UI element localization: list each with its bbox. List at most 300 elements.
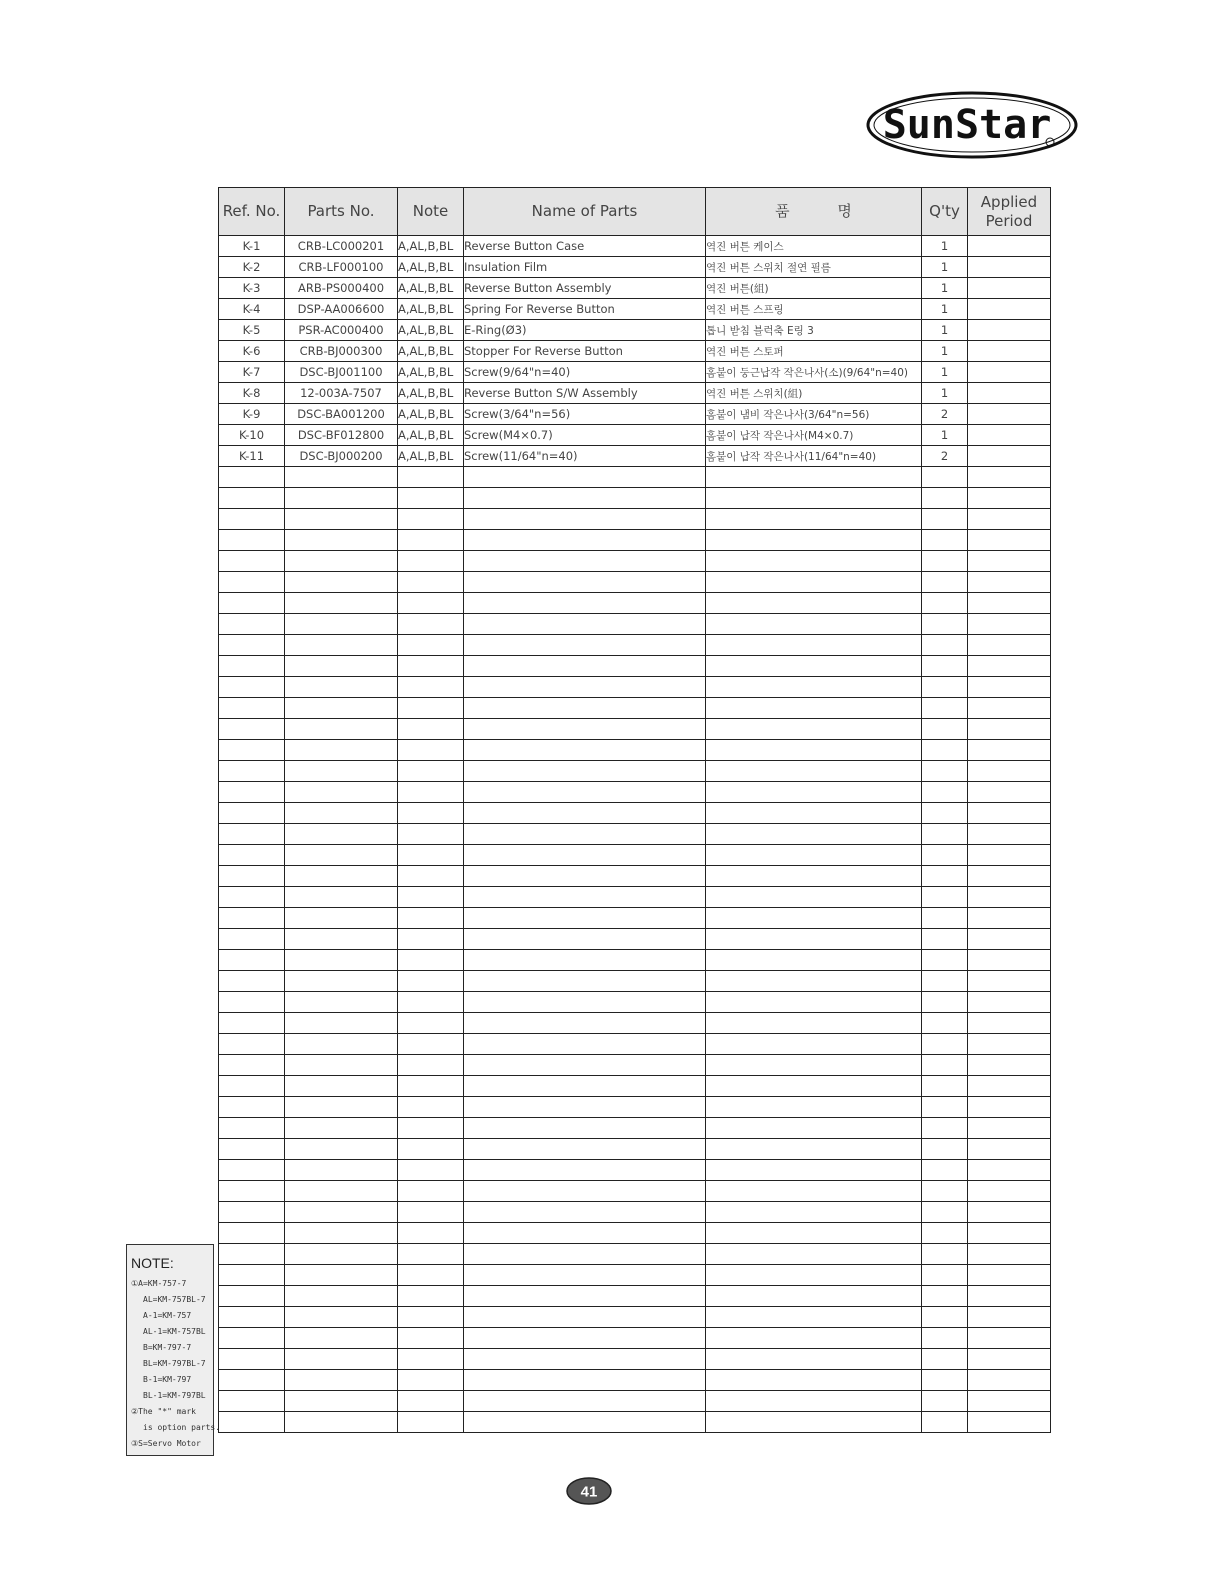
cell-kor [706,509,922,530]
cell-ref: K-3 [219,278,285,299]
cell-name: Reverse Button Case [464,236,706,257]
cell-parts-no [285,845,398,866]
cell-note [398,761,464,782]
cell-applied [968,278,1051,299]
cell-parts-no [285,614,398,635]
cell-applied [968,950,1051,971]
cell-parts-no [285,887,398,908]
cell-applied [968,656,1051,677]
cell-qty [922,866,968,887]
cell-ref [219,1139,285,1160]
cell-parts-no [285,1265,398,1286]
cell-kor [706,887,922,908]
cell-kor: 역진 버튼 스위치(組) [706,383,922,404]
cell-name [464,572,706,593]
table-header-row [219,188,1051,236]
table-row [219,257,1051,278]
cell-kor: 역진 버튼 스위치 절연 필름 [706,257,922,278]
note-line: ①A=KM-757-7 [131,1279,187,1288]
note-line: ②The "*" mark [131,1407,196,1416]
cell-note [398,1286,464,1307]
table-row [219,1223,1051,1244]
cell-qty [922,719,968,740]
cell-ref [219,971,285,992]
cell-qty [922,1181,968,1202]
cell-ref [219,1034,285,1055]
cell-parts-no [285,509,398,530]
cell-ref [219,614,285,635]
cell-qty [922,1265,968,1286]
cell-note [398,929,464,950]
table-row [219,467,1051,488]
cell-name: Screw(9/64"n=40) [464,362,706,383]
cell-qty: 1 [922,383,968,404]
page-number: 41 [580,1483,598,1501]
table-row [219,488,1051,509]
cell-applied [968,908,1051,929]
cell-kor [706,782,922,803]
cell-qty [922,803,968,824]
cell-qty [922,614,968,635]
cell-parts-no [285,1412,398,1433]
cell-parts-no [285,719,398,740]
cell-qty: 1 [922,320,968,341]
cell-kor: 홈붙이 둥근납작 작은나사(소)(9/64"n=40) [706,362,922,383]
cell-applied [968,362,1051,383]
cell-note [398,1181,464,1202]
cell-note [398,593,464,614]
cell-ref: K-6 [219,341,285,362]
cell-applied [968,614,1051,635]
cell-ref [219,1097,285,1118]
cell-qty [922,1223,968,1244]
cell-parts-no: DSP-AA006600 [285,299,398,320]
cell-applied [968,719,1051,740]
cell-ref: K-10 [219,425,285,446]
cell-kor: 홈붙이 냄비 작은나사(3/64"n=56) [706,404,922,425]
cell-applied [968,929,1051,950]
cell-kor: 홈붙이 납작 작은나사(M4×0.7) [706,425,922,446]
table-row [219,1013,1051,1034]
cell-applied [968,425,1051,446]
cell-note [398,866,464,887]
cell-qty [922,1370,968,1391]
cell-note [398,1013,464,1034]
table-row [219,383,1051,404]
cell-applied [968,551,1051,572]
cell-qty [922,1055,968,1076]
cell-note [398,1328,464,1349]
cell-name: E-Ring(Ø3) [464,320,706,341]
table-row [219,1391,1051,1412]
table-row [219,530,1051,551]
cell-parts-no: DSC-BJ000200 [285,446,398,467]
table-row [219,278,1051,299]
cell-name [464,509,706,530]
cell-note [398,719,464,740]
cell-kor: 역진 버튼(組) [706,278,922,299]
cell-note [398,1118,464,1139]
cell-parts-no [285,1118,398,1139]
cell-parts-no [285,1034,398,1055]
cell-note [398,656,464,677]
cell-qty [922,1139,968,1160]
cell-ref [219,1202,285,1223]
table-row [219,1202,1051,1223]
table-row [219,236,1051,257]
cell-parts-no [285,698,398,719]
cell-name [464,950,706,971]
cell-name [464,719,706,740]
cell-name [464,593,706,614]
cell-kor [706,1160,922,1181]
cell-note: A,AL,B,BL [398,362,464,383]
cell-parts-no [285,1328,398,1349]
table-row [219,299,1051,320]
table-row [219,887,1051,908]
cell-kor [706,803,922,824]
cell-parts-no: PSR-AC000400 [285,320,398,341]
cell-applied [968,1202,1051,1223]
cell-parts-no [285,1370,398,1391]
table-row [219,1349,1051,1370]
cell-applied [968,509,1051,530]
cell-kor [706,1391,922,1412]
cell-qty [922,467,968,488]
cell-parts-no [285,1139,398,1160]
cell-note: A,AL,B,BL [398,278,464,299]
note-line: is option parts. [143,1423,221,1432]
cell-ref [219,1328,285,1349]
cell-applied [968,971,1051,992]
cell-qty: 2 [922,446,968,467]
cell-kor: 톱니 받침 블럭축 E링 3 [706,320,922,341]
cell-name: Screw(M4×0.7) [464,425,706,446]
table-row [219,320,1051,341]
cell-name [464,488,706,509]
cell-qty [922,509,968,530]
cell-kor [706,698,922,719]
cell-applied [968,530,1051,551]
cell-qty [922,1286,968,1307]
cell-note [398,782,464,803]
cell-note [398,614,464,635]
table-row [219,719,1051,740]
cell-note [398,1097,464,1118]
cell-name [464,740,706,761]
cell-note [398,1412,464,1433]
cell-name [464,761,706,782]
cell-ref: K-11 [219,446,285,467]
cell-name [464,1118,706,1139]
cell-ref [219,1076,285,1097]
cell-kor [706,1181,922,1202]
cell-qty: 1 [922,257,968,278]
cell-name [464,1307,706,1328]
table-row [219,740,1051,761]
cell-kor [706,1223,922,1244]
cell-ref [219,656,285,677]
cell-applied [968,740,1051,761]
cell-kor [706,1244,922,1265]
cell-note [398,488,464,509]
table-row [219,1055,1051,1076]
cell-ref: K-1 [219,236,285,257]
cell-note: A,AL,B,BL [398,236,464,257]
cell-note [398,1076,464,1097]
table-row [219,1118,1051,1139]
cell-name [464,866,706,887]
table-row [219,929,1051,950]
cell-parts-no: CRB-BJ000300 [285,341,398,362]
cell-applied [968,320,1051,341]
cell-applied [968,467,1051,488]
cell-applied [968,593,1051,614]
table-row [219,1076,1051,1097]
cell-kor [706,488,922,509]
cell-kor [706,593,922,614]
table-row [219,761,1051,782]
cell-note [398,1223,464,1244]
cell-ref [219,1265,285,1286]
cell-kor [706,1055,922,1076]
table-row [219,992,1051,1013]
cell-note: A,AL,B,BL [398,320,464,341]
table-row [219,950,1051,971]
cell-ref [219,782,285,803]
cell-name [464,1013,706,1034]
cell-name [464,908,706,929]
cell-applied [968,1139,1051,1160]
table-row [219,1370,1051,1391]
cell-applied [968,1181,1051,1202]
header-parts-no: Parts No. [285,188,398,236]
cell-ref [219,1244,285,1265]
cell-kor [706,530,922,551]
table-row [219,404,1051,425]
header-applied-period: Applied Period [968,188,1051,236]
note-line: BL-1=KM-797BL [143,1391,206,1400]
cell-applied [968,341,1051,362]
cell-ref [219,1160,285,1181]
note-line: B=KM-797-7 [143,1343,192,1352]
cell-kor [706,908,922,929]
cell-name [464,551,706,572]
cell-name: Insulation Film [464,257,706,278]
cell-kor [706,761,922,782]
cell-parts-no [285,1307,398,1328]
cell-qty [922,887,968,908]
cell-note [398,1055,464,1076]
cell-qty [922,635,968,656]
cell-qty [922,1412,968,1433]
cell-parts-no: ARB-PS000400 [285,278,398,299]
cell-note [398,1160,464,1181]
cell-qty [922,740,968,761]
cell-qty [922,593,968,614]
note-line: B-1=KM-797 [143,1375,192,1384]
cell-qty [922,530,968,551]
cell-note [398,1370,464,1391]
cell-kor [706,1139,922,1160]
cell-qty [922,1244,968,1265]
cell-name [464,1412,706,1433]
cell-note: A,AL,B,BL [398,446,464,467]
cell-applied [968,1412,1051,1433]
cell-qty [922,1307,968,1328]
cell-ref: K-8 [219,383,285,404]
cell-parts-no [285,656,398,677]
cell-ref [219,1286,285,1307]
cell-qty [922,950,968,971]
cell-qty: 1 [922,362,968,383]
cell-ref [219,1118,285,1139]
cell-note [398,824,464,845]
cell-ref [219,1181,285,1202]
cell-ref [219,1013,285,1034]
cell-note [398,698,464,719]
cell-note [398,635,464,656]
cell-note [398,1391,464,1412]
cell-kor [706,971,922,992]
cell-name [464,635,706,656]
cell-name [464,1286,706,1307]
table-row [219,1286,1051,1307]
cell-parts-no [285,740,398,761]
cell-name [464,614,706,635]
header-ref-no: Ref. No. [219,188,285,236]
cell-parts-no [285,761,398,782]
cell-ref [219,509,285,530]
cell-parts-no [285,950,398,971]
cell-parts-no [285,572,398,593]
cell-kor [706,1097,922,1118]
cell-parts-no [285,677,398,698]
cell-kor [706,1265,922,1286]
cell-applied [968,992,1051,1013]
cell-ref [219,803,285,824]
note-line: A-1=KM-757 [143,1311,192,1320]
cell-qty [922,824,968,845]
cell-ref [219,1412,285,1433]
cell-qty [922,1013,968,1034]
cell-note [398,1307,464,1328]
cell-applied [968,866,1051,887]
cell-ref [219,992,285,1013]
cell-note [398,803,464,824]
cell-parts-no: DSC-BF012800 [285,425,398,446]
cell-ref [219,1391,285,1412]
table-row [219,1160,1051,1181]
table-body [219,236,1051,1433]
cell-qty [922,1328,968,1349]
cell-name [464,824,706,845]
cell-parts-no [285,929,398,950]
cell-kor [706,1076,922,1097]
cell-qty [922,761,968,782]
cell-ref: K-2 [219,257,285,278]
cell-ref [219,1223,285,1244]
table-row [219,677,1051,698]
cell-ref [219,740,285,761]
table-row [219,509,1051,530]
table-row [219,362,1051,383]
cell-applied [968,1370,1051,1391]
header-note: Note [398,188,464,236]
cell-kor [706,1202,922,1223]
cell-note: A,AL,B,BL [398,404,464,425]
table-row [219,698,1051,719]
cell-note [398,971,464,992]
cell-name [464,1328,706,1349]
cell-ref [219,908,285,929]
cell-applied [968,761,1051,782]
cell-name [464,929,706,950]
cell-parts-no [285,1076,398,1097]
cell-parts-no [285,530,398,551]
table-row [219,1307,1051,1328]
sunstar-logo [866,90,1078,160]
cell-qty [922,1202,968,1223]
cell-kor [706,845,922,866]
cell-qty: 1 [922,341,968,362]
cell-qty [922,1118,968,1139]
table-row [219,635,1051,656]
cell-note [398,1265,464,1286]
cell-qty: 1 [922,425,968,446]
cell-applied [968,1244,1051,1265]
table-row [219,572,1051,593]
cell-qty [922,845,968,866]
cell-ref [219,467,285,488]
cell-applied [968,1223,1051,1244]
cell-ref [219,950,285,971]
cell-name: Reverse Button Assembly [464,278,706,299]
cell-applied [968,1160,1051,1181]
cell-name [464,1202,706,1223]
cell-applied [968,1391,1051,1412]
cell-ref [219,551,285,572]
cell-ref [219,719,285,740]
cell-kor [706,467,922,488]
cell-qty [922,551,968,572]
cell-parts-no [285,467,398,488]
cell-parts-no [285,1349,398,1370]
cell-name: Reverse Button S/W Assembly [464,383,706,404]
cell-kor [706,572,922,593]
cell-qty [922,698,968,719]
cell-applied [968,782,1051,803]
cell-parts-no: DSC-BA001200 [285,404,398,425]
cell-qty [922,1034,968,1055]
page-number-badge [566,1477,612,1505]
cell-ref [219,572,285,593]
table-row [219,425,1051,446]
table-row [219,1265,1051,1286]
note-line: BL=KM-797BL-7 [143,1359,206,1368]
cell-qty: 1 [922,236,968,257]
cell-applied [968,383,1051,404]
cell-name [464,845,706,866]
cell-name [464,1265,706,1286]
cell-name [464,1391,706,1412]
cell-parts-no [285,1181,398,1202]
cell-kor: 역진 버튼 스토퍼 [706,341,922,362]
cell-ref [219,1055,285,1076]
cell-parts-no [285,803,398,824]
cell-parts-no [285,824,398,845]
cell-name [464,1181,706,1202]
